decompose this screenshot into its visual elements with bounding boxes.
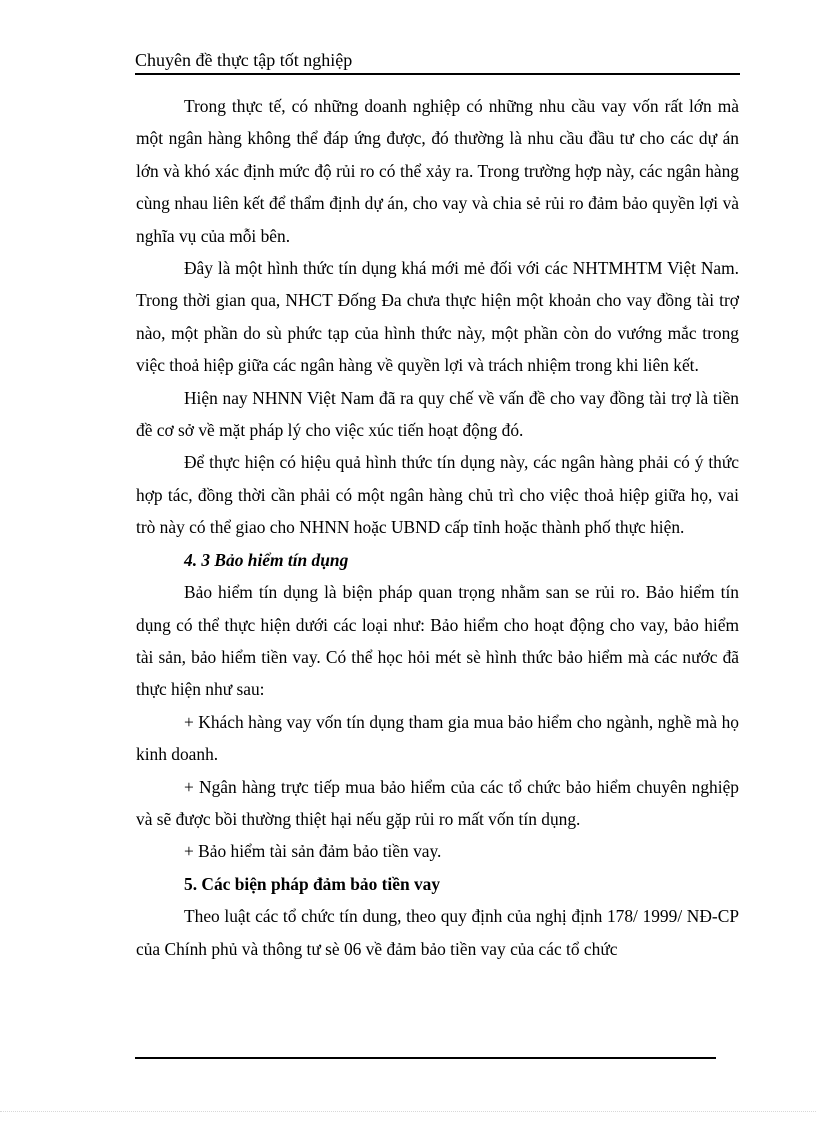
section-heading-insurance: 4. 3 Bảo hiểm tín dụng bbox=[184, 549, 349, 570]
paragraph-6: Theo luật các tổ chức tín dung, theo quy định của nghị định 178/ 1999/ NĐ-CP của Chính phủ và thông tư sè 06 về đảm bảo tiền vay của các tổ chức bbox=[136, 906, 739, 959]
list-item-3: + Bảo hiểm tài sản đảm bảo tiền vay. bbox=[184, 841, 442, 862]
paragraph-1: Trong thực tế, có những doanh nghiệp có những nhu cầu vay vốn rất lớn mà một ngân hàng không thể đáp ứng được, đó thường là nhu cầu đầu tư cho các dự án lớn và khó xác định mức độ rủi ro có thể xảy ra. Trong trường hợp này, các ngân hàng cùng nhau liên kết để thẩm định dự án, cho vay và chia sẻ rủi ro đảm bảo quyền lợi và nghĩa vụ của mỗi bên. bbox=[136, 96, 739, 246]
page-bottom-border bbox=[0, 1111, 816, 1112]
section-heading-loan-security: 5. Các biện pháp đảm bảo tiền vay bbox=[184, 873, 441, 894]
header-rule bbox=[135, 73, 740, 75]
paragraph-5: Bảo hiểm tín dụng là biện pháp quan trọng nhằm san se rủi ro. Bảo hiểm tín dụng có thể thực hiện dưới các loại như: Bảo hiểm cho hoạt động cho vay, bảo hiểm tài sản, bảo hiểm tiền vay. Có thể học hỏi mét sè hình thức bảo hiểm mà các nước đã thực hiện như sau: bbox=[136, 582, 739, 700]
body-text bbox=[136, 90, 739, 965]
paragraph-4: Để thực hiện có hiệu quả hình thức tín dụng này, các ngân hàng phải có ý thức hợp tác, đồng thời cần phải có một ngân hàng chủ trì cho việc thoả hiệp giữa họ, vai trò này có thể giao cho NHNN hoặc UBND cấp tỉnh hoặc thành phố thực hiện. bbox=[136, 452, 739, 538]
paragraph-3: Hiện nay NHNN Việt Nam đã ra quy chế về vấn đề cho vay đồng tài trợ là tiền đề cơ sở về mặt pháp lý cho việc xúc tiến hoạt động đó. bbox=[136, 387, 739, 441]
footer-rule bbox=[135, 1057, 716, 1059]
list-item-2: + Ngân hàng trực tiếp mua bảo hiểm của các tổ chức bảo hiểm chuyên nghiệp và sẽ được bồi thường thiệt hại nếu gặp rủi ro mất vốn tín dụng. bbox=[136, 776, 739, 829]
header-title: Chuyên đề thực tập tốt nghiệp bbox=[135, 50, 353, 70]
list-item-1: + Khách hàng vay vốn tín dụng tham gia mua bảo hiểm cho ngành, nghề mà họ kinh doanh. bbox=[136, 711, 739, 765]
paragraph-2: Đây là một hình thức tín dụng khá mới mẻ đối với các NHTMHTM Việt Nam. Trong thời gian qua, NHCT Đống Đa chưa thực hiện một khoản cho vay đồng tài trợ nào, một phần do sù phức tạp của hình thức này, một phần còn do vướng mắc trong việc thoả hiệp giữa các ngân hàng về quyền lợi và trách nhiệm trong khi liên kết. bbox=[136, 258, 739, 376]
